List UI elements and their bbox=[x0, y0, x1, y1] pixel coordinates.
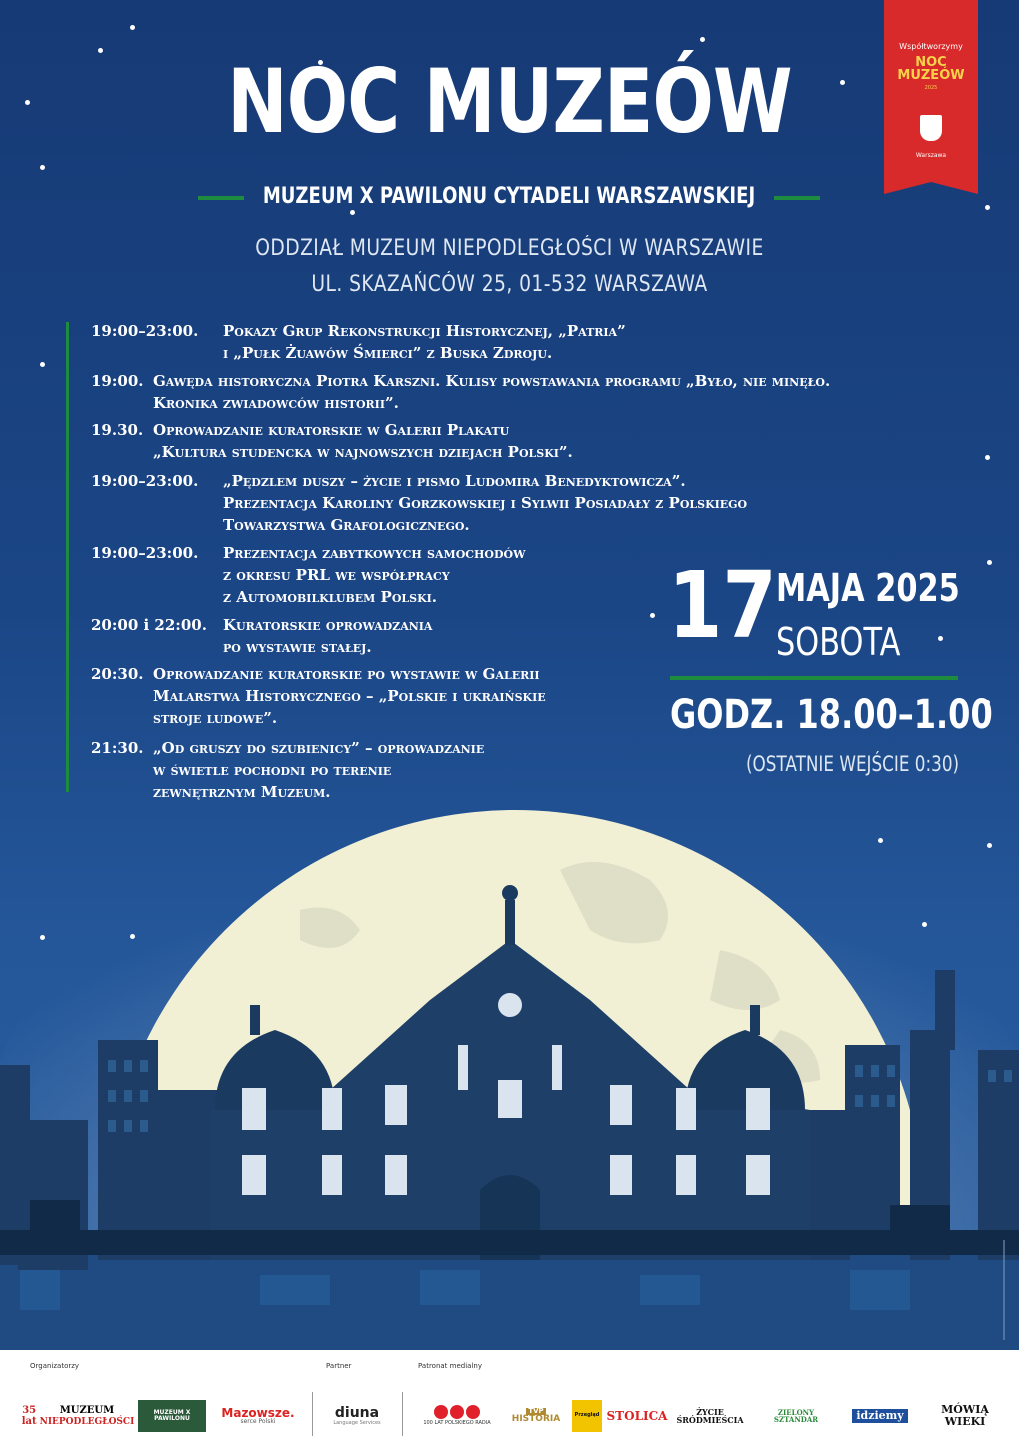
logo-diuna bbox=[322, 1400, 392, 1432]
logo-idziemy-word: idziemy bbox=[852, 1409, 907, 1423]
program-time: 20:30. bbox=[91, 665, 144, 683]
logo-zycie-srodmiescia: ŻYCIE ŚRÓDMIEŚCIA bbox=[676, 1406, 744, 1425]
program-time: 19:00–23:00. bbox=[91, 544, 199, 562]
media-label: Patronat medialny bbox=[418, 1362, 482, 1370]
logo-muzeum-35: 35 bbox=[22, 1404, 37, 1416]
logo-tvp-historia bbox=[508, 1400, 564, 1432]
address-line-2: UL. SKAZAŃCÓW 25, 01-532 WARSZAWA bbox=[311, 272, 708, 297]
program-description: „Od gruszy do szubienicy” – oprowadzanie w świetle pochodni po terenie zewnętrznym Muzeum. bbox=[153, 739, 485, 801]
museum-name: MUZEUM X PAWILONU CYTADELI WARSZAWSKIEJ bbox=[262, 184, 756, 209]
date-block bbox=[668, 552, 993, 790]
logo-mazowsze-sub: serce Polski bbox=[240, 1418, 276, 1426]
logo-polskie-radio-text: 100 LAT POLSKIEGO RADIA bbox=[423, 1420, 491, 1427]
logo-mazowsze bbox=[220, 1400, 296, 1432]
partner-label: Partner bbox=[326, 1362, 352, 1370]
ribbon-muzeow: MUZEÓW bbox=[897, 68, 965, 83]
logo-historia-word: HISTORIA bbox=[511, 1413, 561, 1424]
logo-muzeum-niepodleglosci-word: NIEPODLEGŁOŚCI bbox=[39, 1416, 135, 1427]
program-description: Gawęda historyczna Piotra Karszni. Kulisy powstawania programu „Było, nie minęło. Kronika zwiadowców historii”. bbox=[153, 372, 831, 412]
program-description: Kuratorskie oprowadzania po wystawie stałej. bbox=[223, 616, 433, 656]
organizers-label: Organizatorzy bbox=[30, 1362, 80, 1370]
print-credit bbox=[1000, 1240, 1008, 1340]
ribbon-noc: NOC bbox=[915, 55, 947, 70]
logo-idziemy bbox=[846, 1400, 914, 1432]
logo-diuna-sub: Language Services bbox=[333, 1419, 381, 1426]
logo-tvp-word: TVP bbox=[528, 1406, 544, 1415]
logo-muzeum-word: MUZEUM bbox=[59, 1404, 115, 1416]
logo-diuna-word: diuna bbox=[334, 1405, 380, 1422]
green-divider-right bbox=[774, 196, 820, 200]
ribbon-logo bbox=[884, 56, 978, 82]
last-entry-note: (OSTATNIE WEJŚCIE 0:30) bbox=[746, 752, 960, 776]
logo-mazowsze-word: Mazowsze. bbox=[221, 1405, 295, 1420]
logo-separator bbox=[312, 1392, 313, 1436]
program-description: „Pędzlem duszy – życie i pismo Ludomira Benedyktowicza”. Prezentacja Karoliny Gorzkowskiej i Sylwii Posiadały z Polskiego Towarzystwa Grafologicznego. bbox=[223, 472, 748, 534]
ribbon-year: 2025 bbox=[924, 85, 938, 91]
event-title: NOC MUZEÓW bbox=[227, 50, 792, 153]
program-time: 19:00. bbox=[91, 372, 144, 390]
logo-stolica: STOLICA bbox=[606, 1408, 668, 1423]
ribbon-line-1: Współtworzymy bbox=[899, 42, 963, 51]
program-accent-bar bbox=[66, 322, 69, 792]
event-weekday: SOBOTA bbox=[776, 620, 901, 664]
program-description: Oprowadzanie kuratorskie w Galerii Plakatu „Kultura studencka w najnowszych dziejach Polski”. bbox=[153, 421, 573, 461]
program-description: Oprowadzanie kuratorskie po wystawie w Galerii Malarstwa Historycznego – „Polskie i ukraińskie stroje ludowe”. bbox=[153, 665, 546, 727]
opening-hours: GODZ. 18.00–1.00 bbox=[670, 692, 993, 738]
logo-polskie-radio bbox=[416, 1400, 498, 1432]
logo-muzeum-niepodleglosci bbox=[21, 1400, 135, 1432]
program-time: 21:30. bbox=[91, 739, 144, 757]
program-description: Pokazy Grup Rekonstrukcji Historycznej, „Patria” i „Pułk Żuawów Śmierci” z Buska Zdroju. bbox=[223, 322, 626, 362]
logo-zielony-sztandar: ZIELONY SZTANDAR bbox=[773, 1407, 819, 1424]
address-line-1: ODDZIAŁ MUZEUM NIEPODLEGŁOŚCI W WARSZAWIE bbox=[255, 236, 764, 261]
program-time: 20:00 i 22:00. bbox=[91, 616, 207, 634]
warsaw-crest-icon bbox=[920, 115, 942, 141]
program-time: 19:00–23:00. bbox=[91, 472, 199, 490]
ribbon-city: Warszawa bbox=[915, 152, 947, 159]
noc-muzeow-ribbon bbox=[884, 0, 978, 182]
logo-przeglad: Przegląd bbox=[572, 1400, 602, 1432]
green-divider-left bbox=[198, 196, 244, 200]
logo-separator bbox=[402, 1392, 403, 1436]
green-divider bbox=[670, 676, 958, 680]
logo-mowia-wieki: MÓWIĄ WIEKI bbox=[941, 1403, 989, 1428]
program-time: 19.30. bbox=[91, 421, 144, 439]
program-time: 19:00–23:00. bbox=[91, 322, 199, 340]
subtitle-row bbox=[198, 180, 820, 216]
sponsors-footer bbox=[0, 1350, 1019, 1456]
logo-muzeum-lat: lat bbox=[21, 1415, 37, 1427]
moon-skyline-illustration bbox=[0, 790, 1019, 1350]
event-day: 17 bbox=[668, 552, 777, 659]
program-description: Prezentacja zabytkowych samochodów z okresu PRL we współpracy z Automobilklubem Polski. bbox=[223, 544, 526, 606]
logo-pawilon: MUZEUM X PAWILONU bbox=[138, 1400, 206, 1432]
event-month-year: MAJA 2025 bbox=[776, 566, 960, 610]
